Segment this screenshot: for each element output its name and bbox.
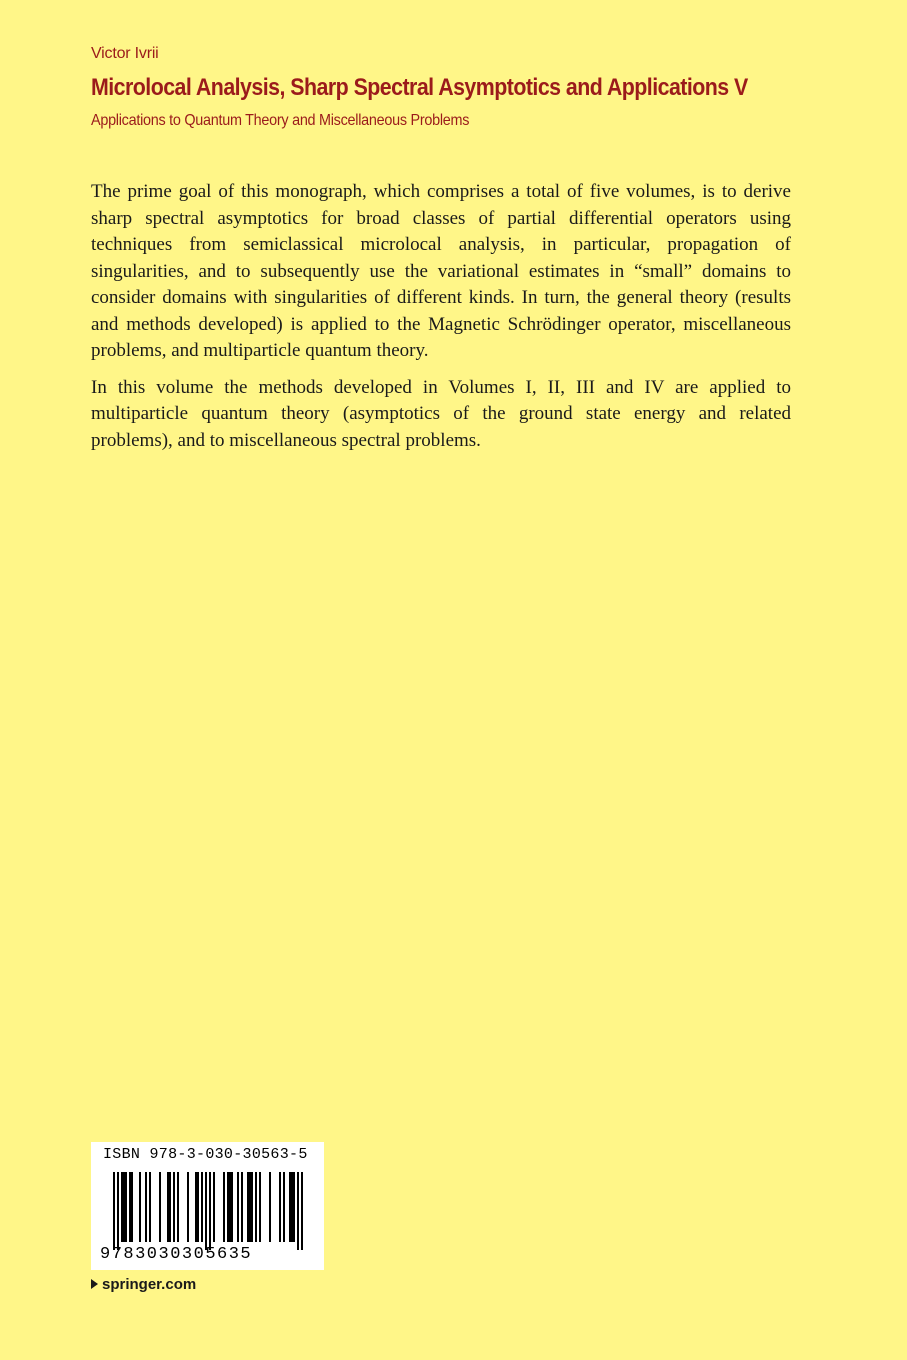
barcode-bar — [251, 1172, 253, 1242]
barcode-bar — [139, 1172, 141, 1242]
book-subtitle: Applications to Quantum Theory and Miscellaneous Problems — [91, 112, 470, 129]
barcode-bar — [125, 1172, 127, 1242]
barcode-bar — [269, 1172, 271, 1242]
barcode-bar — [209, 1172, 211, 1250]
barcode-bar — [255, 1172, 257, 1242]
blurb-paragraph-2: In this volume the methods developed in Volumes I, II, III and IV are applied to multiparticle quantum theory (asymptotics of the ground state energy and related problems), and to miscellaneous spectral problems. — [91, 376, 791, 451]
barcode-bar — [117, 1172, 119, 1250]
barcode-bar — [197, 1172, 199, 1242]
triangle-right-icon — [91, 1279, 98, 1289]
barcode-digits: 9783030305635 — [100, 1245, 253, 1264]
barcode-icon — [103, 1172, 311, 1250]
blurb — [91, 179, 791, 464]
barcode-bar — [145, 1172, 147, 1242]
barcode-bar — [169, 1172, 171, 1242]
barcode-bar — [177, 1172, 179, 1242]
barcode-bar — [129, 1172, 131, 1242]
barcode-panel — [91, 1142, 324, 1270]
barcode-bar — [249, 1172, 251, 1242]
barcode-bar — [121, 1172, 123, 1242]
publisher-link-text: springer.com — [102, 1276, 197, 1293]
barcode-bar — [149, 1172, 151, 1242]
barcode-bar — [283, 1172, 285, 1242]
barcode-bar — [289, 1172, 291, 1242]
barcode-bar — [123, 1172, 125, 1242]
barcode-bar — [297, 1172, 299, 1250]
barcode-bar — [173, 1172, 175, 1242]
barcode-bar — [229, 1172, 231, 1242]
barcode-bar — [279, 1172, 281, 1242]
barcode-bar — [159, 1172, 161, 1242]
barcode-bar — [259, 1172, 261, 1242]
barcode-bar — [187, 1172, 189, 1242]
barcode-bar — [247, 1172, 249, 1242]
barcode-bar — [231, 1172, 233, 1242]
barcode-bar — [237, 1172, 239, 1242]
barcode-bar — [195, 1172, 197, 1242]
barcode-bar — [131, 1172, 133, 1242]
barcode-bar — [227, 1172, 229, 1242]
barcode-bar — [167, 1172, 169, 1242]
barcode-bar — [291, 1172, 293, 1242]
barcode-bar — [293, 1172, 295, 1242]
author-name: Victor Ivrii — [91, 45, 159, 62]
barcode-bar — [223, 1172, 225, 1242]
isbn-label: ISBN 978-3-030-30563-5 — [103, 1146, 308, 1163]
barcode-bar — [301, 1172, 303, 1250]
barcode-bar — [241, 1172, 243, 1242]
barcode-bar — [213, 1172, 215, 1242]
blurb-paragraph-1: The prime goal of this monograph, which comprises a total of five volumes, is to derive sharp spectral asymptotics for broad classes of partial differential operators using techniques from semiclassical microlocal analysis, in particular, propagation of singularities, and to subsequently use the variational estimates in “small” domains to consider domains with singularities of different kinds. In turn, the general theory (results and methods developed) is applied to the Magnetic Schrödinger operator, miscellaneous problems, and multiparticle quantum theory. — [91, 181, 791, 361]
publisher-link[interactable] — [91, 1276, 196, 1293]
barcode-bar — [113, 1172, 115, 1250]
book-title: Microlocal Analysis, Sharp Spectral Asymptotics and Applications V — [91, 74, 748, 101]
barcode-bar — [201, 1172, 203, 1242]
barcode-bar — [205, 1172, 207, 1250]
